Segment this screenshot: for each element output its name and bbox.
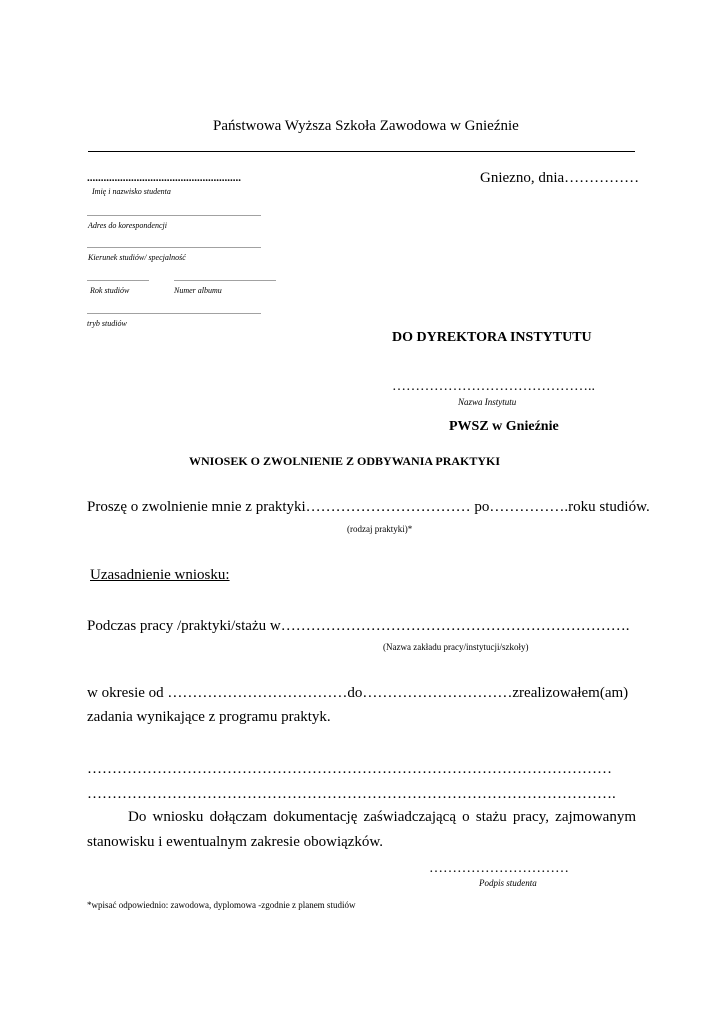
- student-name-label: Imię i nazwisko studenta: [92, 187, 171, 196]
- attachment-line-1: Do wniosku dołączam dokumentację zaświadczającą o stażu pracy, zajmowanym: [128, 809, 636, 825]
- request-line: Proszę o zwolnienie mnie z praktyki…………………………… po…………….roku studiów.: [87, 499, 650, 515]
- signature-dots: …………………………: [429, 861, 569, 876]
- year-of-study-dots: ...............................: [87, 274, 149, 283]
- institute-dots: ……………………………………..: [392, 379, 595, 394]
- institution-title: Państwowa Wyższa Szkoła Zawodowa w Gnieźnie: [213, 118, 519, 134]
- institute-label: Nazwa Instytutu: [458, 397, 517, 407]
- blank-line-2: …………………………………………………………………………………………….: [87, 786, 616, 802]
- recipient-school: PWSZ w Gnieźnie: [449, 419, 559, 434]
- album-number-label: Numer albumu: [174, 286, 222, 295]
- study-mode-dots: .......................................................................................: [87, 307, 261, 316]
- field-of-study-label: Kierunek studiów/ specjalność: [88, 253, 186, 262]
- address-dots: .......................................................................................: [87, 209, 261, 218]
- period-tasks-line: zadania wynikające z programu praktyk.: [87, 709, 331, 725]
- header-divider: [88, 151, 635, 152]
- period-line: w okresie od ………………………………do…………………………zrealizowałem(am): [87, 685, 629, 701]
- blank-line-1: ……………………………………………………………………………………………: [87, 761, 612, 777]
- address-label: Adres do korespondencji: [88, 221, 167, 230]
- recipient-title: DO DYREKTORA INSTYTUTU: [392, 330, 592, 345]
- study-mode-label: tryb studiów: [87, 319, 127, 328]
- practice-type-note: (rodzaj praktyki)*: [347, 524, 413, 534]
- footnote: *wpisać odpowiednio: zawodowa, dyplomowa -zgodnie z planem studiów: [87, 900, 356, 910]
- justification-heading: Uzasadnienie wniosku:: [90, 567, 230, 583]
- year-of-study-label: Rok studiów: [90, 286, 130, 295]
- album-number-dots: ...................................................: [174, 274, 276, 283]
- attachment-line-2: stanowisku i ewentualnym zakresie obowiązków.: [87, 834, 384, 850]
- work-place-line: Podczas pracy /praktyki/stażu w…………………………………………………………….: [87, 618, 630, 634]
- place-date: Gniezno, dnia……………: [480, 170, 640, 186]
- form-title: WNIOSEK O ZWOLNIENIE Z ODBYWANIA PRAKTYKI: [189, 454, 501, 468]
- signature-label: Podpis studenta: [479, 878, 537, 888]
- field-of-study-dots: .......................................................................................: [87, 241, 261, 250]
- student-name-dots: ........................................................: [87, 172, 241, 184]
- work-place-note: (Nazwa zakładu pracy/instytucji/szkoły): [383, 642, 529, 652]
